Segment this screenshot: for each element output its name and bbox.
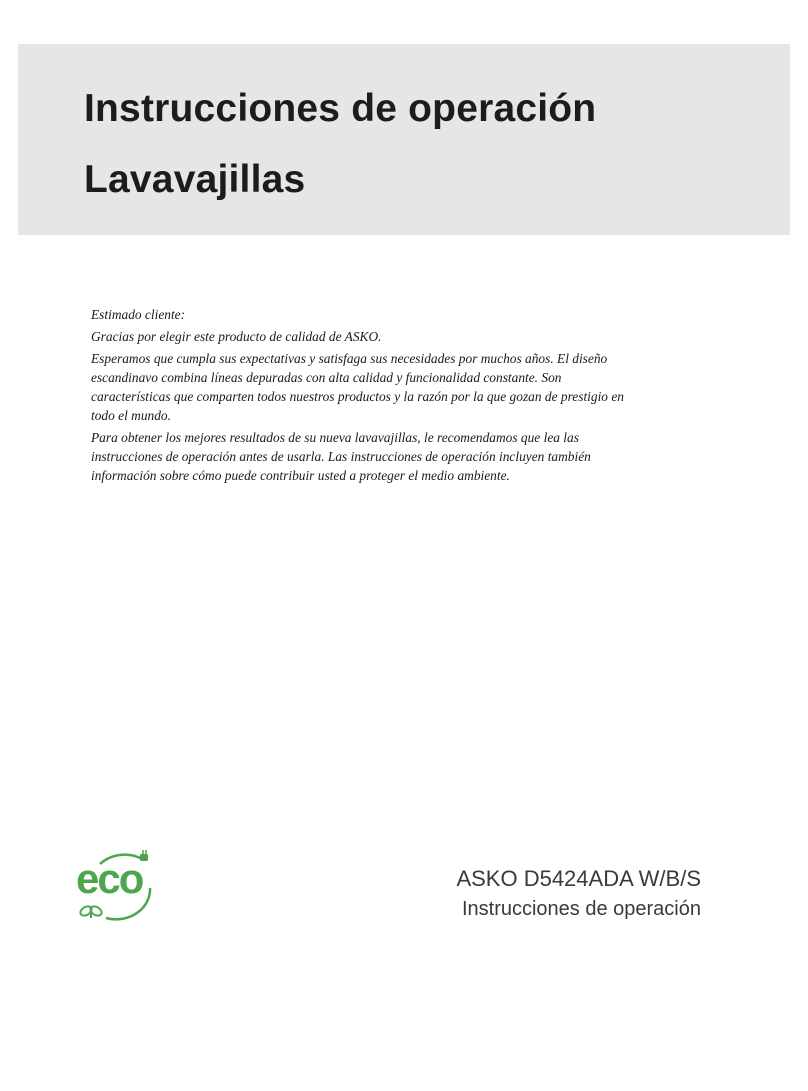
- eco-logo-text: eco: [76, 855, 143, 902]
- intro-thanks: Gracias por elegir este producto de calidad de ASKO.: [91, 329, 382, 344]
- model-name: ASKO D5424ADA W/B/S: [456, 866, 701, 891]
- intro-expectations: Esperamos que cumpla sus expectativas y satisfaga sus necesidades por muchos años. El diseño escandinavo combina líneas depuradas con alta calidad y funcionalidad constante. Son características que comparten todos nuestros productos y la razón por la que gozan de prestigio en todo el mundo.: [91, 351, 624, 423]
- intro-greeting: Estimado cliente:: [91, 307, 186, 322]
- intro-text: [91, 305, 631, 488]
- document-title: Instrucciones de operación: [84, 87, 597, 130]
- header-band: [18, 44, 790, 235]
- eco-logo: [72, 848, 158, 922]
- document-subtitle: Lavavajillas: [84, 158, 306, 201]
- model-block: [456, 864, 701, 924]
- model-subtitle: Instrucciones de operación: [461, 898, 701, 920]
- intro-recommendation: Para obtener los mejores resultados de su nueva lavavajillas, le recomendamos que lea las instrucciones de operación antes de usarla. Las instrucciones de operación incluyen también información sobre cómo puede contribuir usted a proteger el medio ambiente.: [91, 430, 591, 483]
